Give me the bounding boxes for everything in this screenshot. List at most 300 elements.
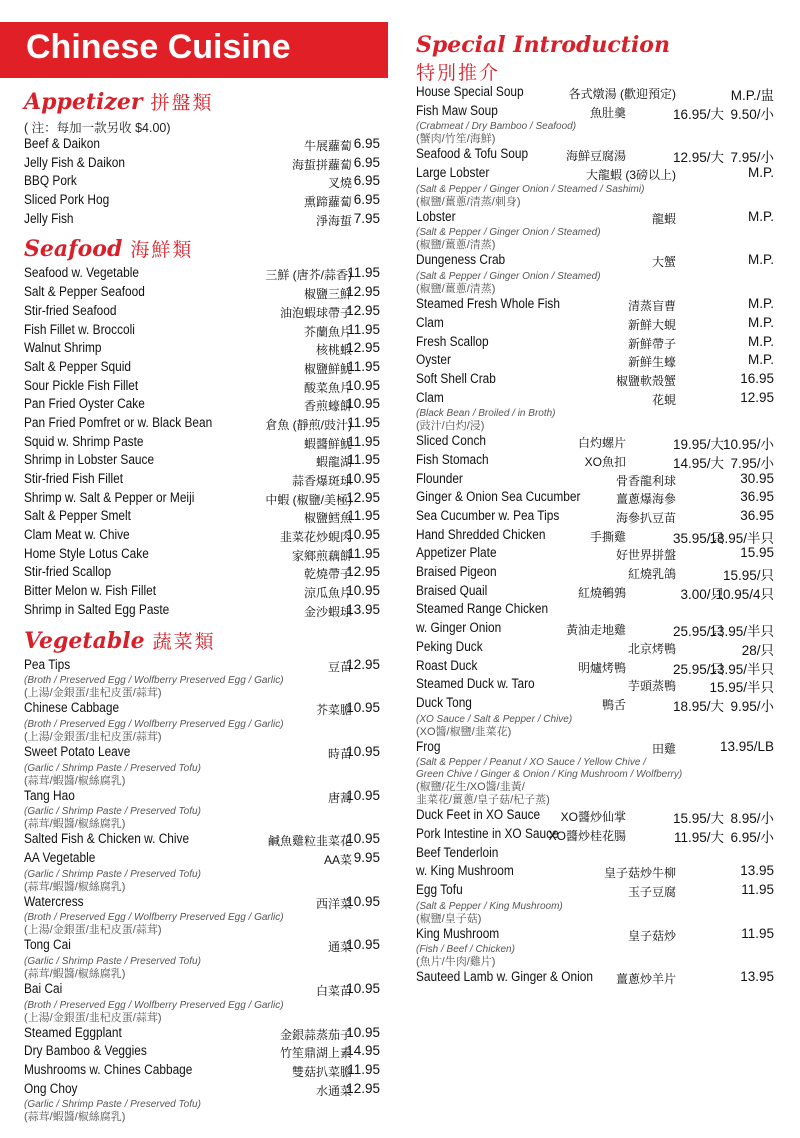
item-name: Salt & Pepper Squid	[24, 358, 132, 374]
item-name-zh: 各式燉湯 (歡迎預定)	[568, 87, 676, 101]
appetizer-title-en: Appetizer	[24, 89, 143, 115]
item-price: 11.95	[741, 925, 774, 941]
item-price: 13.95/半只	[709, 624, 774, 640]
menu-item	[24, 284, 380, 303]
item-name-zh: 芥蘭魚片	[303, 324, 352, 339]
item-name-zh: XO醬炒桂花腸	[548, 828, 626, 843]
item-price: 7.95/小	[730, 150, 774, 166]
item-name-zh: 蝦龍湖	[315, 455, 352, 470]
menu-item	[24, 378, 380, 397]
menu-item	[416, 489, 774, 508]
item-price: 6.95	[353, 173, 380, 189]
item-name: Frog	[416, 738, 441, 754]
menu-item	[416, 452, 774, 471]
item-name: Steamed Eggplant	[24, 1024, 122, 1040]
item-options: (Black Bean / Broiled / in Broth)	[416, 408, 556, 420]
item-price: 6.95/小	[730, 829, 774, 845]
item-name: Jelly Fish & Daikon	[24, 154, 126, 170]
item-name-zh: 新鮮大蜆	[627, 317, 676, 332]
item-name-zh: 花蜆	[651, 392, 676, 407]
item-name-zh: 雙菇扒菜膽	[291, 1065, 352, 1080]
item-name: Braised Pigeon	[416, 564, 497, 580]
item-price-large: 15.95/大	[672, 811, 724, 827]
item-name: Mushrooms w. Chines Cabbage	[24, 1062, 193, 1078]
item-name-zh: 海鮮豆腐湯	[565, 149, 626, 164]
menu-item	[416, 882, 774, 901]
item-name: w. Ginger Onion	[416, 620, 502, 636]
special-section	[416, 32, 774, 988]
item-name-zh: 紅燒鵪鶉	[577, 585, 626, 600]
item-name: Pan Fried Oyster Cake	[24, 396, 145, 412]
item-price: 9.95/小	[730, 698, 774, 714]
item-name: Fish Maw Soup	[416, 102, 498, 118]
menu-item	[24, 508, 380, 527]
menu-item	[416, 739, 774, 758]
menu-item	[24, 744, 380, 763]
item-name-zh: 蒜香爆斑球	[291, 474, 352, 488]
menu-item	[24, 850, 380, 869]
item-options: (Salt & Pepper / Ginger Onion / Steamed)	[416, 271, 601, 283]
item-options: (Salt & Pepper / King Mushroom)	[416, 900, 563, 912]
item-name: Fish Stomach	[416, 451, 489, 467]
item-name: Steamed Range Chicken	[416, 601, 549, 617]
menu-item	[416, 658, 774, 677]
item-price: 10.95	[346, 831, 380, 847]
menu-item	[416, 209, 774, 228]
menu-item	[24, 602, 380, 621]
menu-item	[24, 1043, 380, 1062]
menu-item	[24, 471, 380, 490]
menu-item	[24, 192, 380, 211]
item-options-zh: (蟹肉/竹笙/海鮮)	[416, 133, 496, 146]
item-name: Flounder	[416, 470, 463, 486]
vegetable-title-zh: 蔬菜類	[152, 631, 216, 653]
item-price-large: 35.95/只	[672, 530, 724, 546]
item-name-zh: 芋頭蒸鴨	[627, 679, 676, 694]
item-price: 13.95/半只	[709, 661, 774, 677]
item-name-zh: 涼瓜魚片	[303, 586, 352, 601]
item-price: 10.95	[346, 893, 380, 909]
item-name-zh: 北京烤鴨	[627, 641, 676, 656]
item-price-large: 12.95/大	[672, 150, 724, 166]
item-price: M.P./盅	[730, 88, 774, 103]
item-name: Braised Quail	[416, 582, 488, 598]
item-price: 10.95	[346, 377, 380, 393]
item-price: 10.95	[346, 471, 380, 486]
item-price: 10.95	[346, 700, 380, 716]
menu-item	[416, 296, 774, 315]
item-name: Lobster	[416, 208, 456, 224]
item-name-zh: 西洋菜	[315, 896, 352, 911]
item-price: 12.95	[346, 284, 380, 300]
item-price: 6.95	[353, 136, 380, 151]
item-options: (Garlic / Shrimp Paste / Preserved Tofu)	[24, 762, 201, 774]
item-name: Sour Pickle Fish Fillet	[24, 377, 139, 393]
item-name: BBQ Pork	[24, 173, 77, 189]
item-name-zh: 皇子菇炒	[627, 928, 676, 943]
item-name: Stir-fried Scallop	[24, 564, 112, 580]
item-name: Sliced Pork Hog	[24, 192, 110, 208]
item-options-zh: (蒜茸/蝦醬/椒絲腐乳)	[24, 880, 126, 893]
item-price: 8.95/小	[730, 811, 774, 827]
item-name-zh: 大龍蝦 (3磅以上)	[585, 168, 676, 183]
menu-item	[24, 136, 380, 155]
item-price-large: 11.95/大	[673, 829, 724, 845]
item-name: Beef & Daikon	[24, 136, 100, 151]
item-price: 11.95	[347, 1062, 380, 1078]
item-name-zh: AA菜	[323, 852, 352, 867]
item-name: Fresh Scallop	[416, 333, 489, 349]
item-name-zh: 明爐烤鴨	[577, 660, 626, 675]
item-price: 12.95	[346, 302, 380, 318]
item-name: Watercress	[24, 893, 84, 909]
item-options-zh: 韭菜花/薑蔥/皇子菇/杞子蒸)	[416, 794, 550, 807]
appetizer-title-zh: 拼盤類	[150, 93, 214, 114]
menu-item	[24, 211, 380, 230]
item-price: 9.95	[353, 849, 380, 865]
vegetable-title-en: Vegetable	[24, 627, 145, 654]
item-name: Peking Duck	[416, 638, 483, 654]
item-price: 10.95	[346, 396, 380, 412]
item-name: Walnut Shrimp	[24, 340, 102, 356]
item-price: 6.95	[353, 192, 380, 208]
item-options: (Salt & Pepper / Peanut / XO Sauce / Yellow Chive /	[416, 757, 646, 769]
item-options-zh: (椒鹽/薑蔥/清蒸)	[416, 283, 496, 296]
menu-item	[24, 1081, 380, 1100]
menu-item	[24, 340, 380, 359]
item-price: M.P.	[747, 296, 774, 312]
item-name-zh: 豆苗	[327, 659, 352, 674]
item-options-zh: (XO醬/椒鹽/韭菜花)	[416, 725, 512, 738]
item-options: (Broth / Preserved Egg / Wolfberry Preserved Egg / Garlic)	[24, 718, 284, 730]
menu-item	[416, 601, 774, 620]
item-name-zh: 核桃蝦	[315, 343, 352, 358]
item-price: 28/只	[741, 642, 774, 658]
item-price: 9.50/小	[730, 106, 774, 122]
item-price-large: 14.95/大	[672, 455, 724, 471]
menu-item	[24, 265, 380, 284]
item-name: Jelly Fish	[24, 210, 74, 226]
item-name-zh: 金銀蒜蒸茄子	[279, 1027, 352, 1042]
item-price: M.P.	[747, 314, 774, 330]
menu-item	[24, 564, 380, 583]
special-heading	[416, 32, 774, 84]
item-options-zh: (上湯/金銀蛋/韭杞皮蛋/蒜茸)	[24, 730, 162, 743]
seafood-title-zh: 海鮮類	[130, 240, 194, 262]
item-name: Tong Cai	[24, 937, 71, 953]
item-price: 10.95	[346, 787, 380, 803]
item-name: Bitter Melon w. Fish Fillet	[24, 583, 157, 599]
item-name: House Special Soup	[416, 84, 524, 99]
menu-item	[416, 564, 774, 583]
item-name: Salted Fish & Chicken w. Chive	[24, 831, 190, 847]
item-options: (XO Sauce / Salt & Pepper / Chive)	[416, 713, 573, 725]
menu-item	[24, 657, 380, 676]
item-name-zh: 叉燒	[327, 176, 352, 191]
item-options-zh: (上湯/金銀蛋/韭杞皮蛋/蒜茸)	[24, 687, 162, 700]
item-price: 12.95	[346, 1080, 380, 1096]
special-title-zh: 特別推介	[416, 63, 501, 84]
menu-item	[24, 1025, 380, 1044]
item-name-zh: 大蟹	[651, 255, 676, 270]
item-name-zh: 海參扒豆苗	[615, 511, 676, 525]
item-options: (Fish / Beef / Chicken)	[416, 944, 515, 956]
menu-item	[24, 583, 380, 602]
item-price: 7.95/小	[730, 455, 774, 471]
menu-item	[24, 831, 380, 850]
item-price: 12.95	[346, 340, 380, 356]
menu-item	[416, 103, 774, 122]
item-price: 13.95	[346, 601, 380, 617]
item-name: Large Lobster	[416, 165, 490, 181]
right-column	[416, 32, 774, 988]
menu-item	[416, 695, 774, 714]
item-name-zh: 清蒸盲曹	[627, 299, 676, 314]
item-name: Ginger & Onion Sea Cucumber	[416, 489, 581, 505]
page-title: Chinese Cuisine	[26, 28, 291, 66]
item-name-zh: 牛展蘿蔔	[303, 139, 352, 153]
item-name-zh: 黃油走地雞	[565, 623, 626, 638]
item-name-zh: 手撕雞	[589, 529, 626, 544]
item-name: Pea Tips	[24, 656, 71, 672]
menu-item	[416, 471, 774, 490]
menu-item	[24, 1062, 380, 1081]
item-name: Sauteed Lamb w. Ginger & Onion	[416, 969, 593, 985]
menu-item	[24, 490, 380, 509]
item-name: Clam	[416, 389, 444, 405]
item-name-zh: 時苗	[327, 746, 352, 761]
item-name-zh: 蝦醬鮮魷	[303, 436, 352, 451]
item-options-zh: (蒜茸/蝦醬/椒絲腐乳)	[24, 968, 126, 980]
item-name: Stir-fried Seafood	[24, 302, 117, 318]
menu-item	[416, 146, 774, 165]
item-price: 7.95	[353, 210, 380, 226]
item-price: 13.95/LB	[719, 738, 774, 754]
menu-item	[416, 315, 774, 334]
item-name: Hand Shredded Chicken	[416, 526, 546, 542]
item-price: M.P.	[747, 352, 774, 368]
item-name-zh: 芥菜膽	[315, 703, 352, 718]
item-name-zh: 韭菜花炒蜆肉	[279, 530, 352, 545]
item-price: 12.95	[346, 489, 380, 505]
item-options: (Garlic / Shrimp Paste / Preserved Tofu)	[24, 956, 201, 967]
item-price: 10.95	[346, 743, 380, 759]
item-name-zh: 魚肚羹	[589, 105, 626, 120]
menu-item	[416, 620, 774, 639]
item-name: Shrimp in Lobster Sauce	[24, 452, 155, 468]
item-name-zh: 新鮮生蠔	[627, 355, 676, 370]
menu-item	[24, 894, 380, 913]
item-price-large: 18.95/大	[672, 698, 724, 714]
menu-item	[416, 826, 774, 845]
item-price: 18.95/半只	[709, 530, 774, 546]
item-price: 10.95	[346, 981, 380, 996]
item-options: (Garlic / Shrimp Paste / Preserved Tofu)	[24, 1099, 201, 1111]
item-name: Seafood & Tofu Soup	[416, 146, 529, 162]
menu-item	[416, 969, 774, 988]
item-options: Green Chive / Ginger & Onion / King Mushroom / Wolfberry)	[416, 769, 683, 781]
item-name-zh: 倉魚 (靜煎/豉汁)	[265, 417, 352, 432]
item-options-zh: (魚片/牛肉/雞片)	[416, 956, 496, 969]
menu-item	[416, 390, 774, 409]
item-price: 10.95/小	[722, 437, 774, 453]
item-name: Dungeness Crab	[416, 252, 506, 268]
item-price: 10.95	[346, 1024, 380, 1040]
item-name-zh: 家鄉煎藕餅	[291, 548, 352, 563]
item-price: M.P.	[747, 208, 774, 224]
menu-item	[416, 433, 774, 452]
menu-item	[24, 322, 380, 341]
item-options: (Salt & Pepper / Ginger Onion / Steamed / Sashimi)	[416, 183, 645, 195]
item-options: (Broth / Preserved Egg / Wolfberry Preserved Egg / Garlic)	[24, 999, 284, 1011]
menu-item	[416, 676, 774, 695]
item-price: M.P.	[747, 333, 774, 349]
item-name-zh: 熏蹄蘿蔔	[303, 195, 352, 210]
item-price: 13.95	[740, 863, 774, 879]
item-name: Salt & Pepper Seafood	[24, 284, 145, 300]
item-name: Duck Tong	[416, 694, 472, 710]
seafood-heading	[24, 235, 380, 265]
item-name: Fish Fillet w. Broccoli	[24, 321, 135, 337]
item-name: Squid w. Shrimp Paste	[24, 433, 144, 449]
item-options-zh: (蒜茸/蝦醬/椒絲腐乳)	[24, 774, 126, 787]
left-column	[24, 88, 380, 1124]
item-name-zh: 好世界拼盤	[615, 548, 676, 563]
menu-item	[416, 583, 774, 602]
item-name: Clam	[416, 314, 444, 330]
item-name-zh: 田雞	[651, 741, 676, 756]
seafood-title-en: Seafood	[24, 236, 123, 263]
title-banner	[0, 22, 388, 78]
seafood-section	[24, 235, 380, 620]
item-name: Clam Meat w. Chive	[24, 527, 130, 543]
menu-item	[416, 807, 774, 826]
item-name: Shrimp w. Salt & Pepper or Meiji	[24, 489, 195, 505]
menu-item	[416, 863, 774, 882]
item-price: 13.95	[740, 969, 774, 985]
item-price: 11.95	[347, 321, 380, 337]
item-name-zh: XO魚扣	[584, 454, 626, 469]
item-price-large: 25.95/只	[672, 624, 724, 640]
menu-item	[24, 434, 380, 453]
item-name-zh: 酸菜魚片	[303, 380, 352, 395]
item-name-zh: 新鮮帶子	[627, 336, 676, 351]
item-name: Bai Cai	[24, 981, 63, 996]
item-name: Sweet Potato Leave	[24, 743, 131, 759]
item-price: 12.95	[346, 656, 380, 672]
item-name: Appetizer Plate	[416, 545, 497, 561]
item-options-zh: (椒鹽/薑蔥/清蒸)	[416, 239, 496, 252]
item-options-zh: (椒鹽/花生/XO醬/韭黃/	[416, 781, 525, 794]
item-options: (Salt & Pepper / Ginger Onion / Steamed)	[416, 227, 601, 239]
vegetable-section	[24, 627, 380, 1125]
item-options-zh: (蒜茸/蝦醬/椒絲腐乳)	[24, 818, 126, 831]
item-name-zh: 椒鹽軟殼蟹	[615, 373, 676, 388]
item-name-zh: 乾燒帶子	[303, 567, 352, 582]
item-name: Roast Duck	[416, 657, 478, 673]
menu-item	[24, 303, 380, 322]
menu-item	[24, 396, 380, 415]
item-options: (Garlic / Shrimp Paste / Preserved Tofu)	[24, 806, 201, 818]
item-name-zh: 龍蝦	[651, 211, 676, 226]
menu-item	[416, 926, 774, 945]
item-price: 15.95/只	[722, 568, 774, 584]
item-name-zh: 海蜇拼蘿蔔	[291, 157, 352, 172]
menu-item	[24, 359, 380, 378]
item-options-zh: (椒鹽/皇子菇)	[416, 912, 482, 925]
item-options-zh: (椒鹽/薑蔥/清蒸/刺身)	[416, 195, 521, 208]
item-name-zh: 骨香龍利球	[615, 473, 676, 488]
item-options-zh: (豉汁/白灼/浸)	[416, 420, 485, 433]
item-name-zh: 竹笙鼎湖上素	[279, 1046, 352, 1061]
item-name: Salt & Pepper Smelt	[24, 508, 131, 524]
item-name-zh: 唐蒿	[327, 790, 352, 805]
item-name-zh: 薑蔥爆海參	[615, 492, 676, 507]
item-name: Tang Hao	[24, 787, 75, 803]
item-name: Ong Choy	[24, 1080, 78, 1096]
item-name: Beef Tenderloin	[416, 844, 499, 860]
item-name: Sliced Conch	[416, 433, 487, 449]
menu-item	[24, 415, 380, 434]
item-price: 10.95/4只	[715, 586, 774, 602]
item-name-zh: 紅燒乳鴿	[627, 567, 676, 582]
item-name-zh: 皇子菇炒牛柳	[603, 866, 676, 881]
item-price-large: 3.00/只	[680, 586, 724, 602]
item-price: M.P.	[747, 165, 774, 181]
item-name: Home Style Lotus Cake	[24, 545, 149, 561]
item-price-large: 19.95/大	[672, 437, 724, 453]
item-name: Steamed Duck w. Taro	[416, 676, 535, 692]
item-price: 10.95	[346, 583, 380, 599]
item-price: 6.95	[353, 154, 380, 170]
item-name: King Mushroom	[416, 925, 500, 941]
menu-item	[24, 546, 380, 565]
item-price: 11.95	[347, 452, 380, 468]
appetizer-note: ( 注：每加一款另收 $4.00)	[24, 121, 171, 135]
item-price: 36.95	[740, 489, 774, 505]
item-price: 11.95	[347, 358, 380, 374]
item-name: Pan Fried Pomfret or w. Black Bean	[24, 414, 213, 430]
menu-item	[24, 981, 380, 1000]
item-options-zh: (蒜茸/蝦醬/椒絲腐乳)	[24, 1111, 126, 1124]
item-price: 11.95	[347, 265, 380, 281]
item-name-zh: 白菜苗	[315, 984, 352, 998]
menu-item	[416, 527, 774, 546]
item-options: (Broth / Preserved Egg / Wolfberry Preserved Egg / Garlic)	[24, 912, 284, 924]
item-price: 15.95/半只	[709, 680, 774, 696]
item-price: 15.95	[740, 545, 774, 561]
menu-item	[24, 788, 380, 807]
item-price: 11.95	[347, 508, 380, 524]
item-name-zh: 椒鹽鱈魚	[303, 511, 352, 526]
menu-item	[416, 165, 774, 184]
item-options-zh: (上湯/金銀蛋/韭杞皮蛋/蒜茸)	[24, 1011, 162, 1024]
item-price: 36.95	[740, 508, 774, 523]
item-name: Duck Feet in XO Sauce	[416, 807, 541, 823]
item-price: M.P.	[747, 252, 774, 268]
menu-item	[24, 700, 380, 719]
menu-item	[416, 845, 774, 864]
item-name-zh: 白灼螺片	[577, 436, 626, 451]
menu-item	[24, 155, 380, 174]
item-name-zh: 油泡蝦球帶子	[279, 305, 352, 320]
item-price-large: 25.95/只	[672, 661, 724, 677]
menu-item	[24, 173, 380, 192]
item-name-zh: 薑蔥炒羊片	[615, 972, 676, 987]
item-name: AA Vegetable	[24, 849, 96, 865]
item-options-zh: (上湯/金銀蛋/韭杞皮蛋/蒜茸)	[24, 924, 162, 937]
item-name: Egg Tofu	[416, 882, 463, 897]
